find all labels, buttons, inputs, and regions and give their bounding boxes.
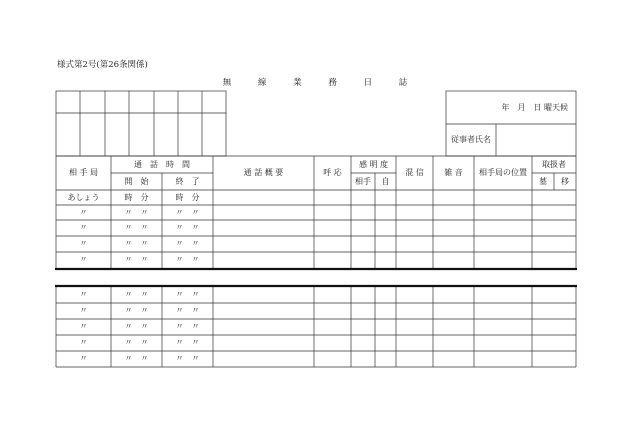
header-partner-station: 相 手 局 <box>68 168 99 177</box>
ditto-mark: 〃 <box>79 354 88 363</box>
ditto-mark: 〃 〃 <box>124 354 149 363</box>
header-end: 終 了 <box>175 176 200 186</box>
ditto-mark: 〃 〃 <box>175 354 200 363</box>
title-char: 無 <box>222 78 232 88</box>
ditto-mark: 〃 〃 <box>175 306 200 315</box>
row-callsign: あしょう <box>67 192 100 202</box>
header-handler-keep: 墓 <box>539 176 547 186</box>
row-start: 時 分 <box>124 192 149 202</box>
header-clarity: 感 明 度 <box>358 159 389 169</box>
ditto-mark: 〃 <box>79 306 88 315</box>
header-call-response: 呼 応 <box>323 168 342 177</box>
header-clarity-self: 自 <box>381 176 390 186</box>
row-end: 時 分 <box>175 192 200 202</box>
header-start: 開 始 <box>124 176 149 186</box>
title-char: 線 <box>257 78 267 88</box>
ditto-mark: 〃 〃 <box>175 223 200 232</box>
ditto-mark: 〃 〃 <box>175 338 200 347</box>
ditto-mark: 〃 〃 <box>124 306 149 315</box>
ditto-mark: 〃 〃 <box>175 207 200 217</box>
ditto-mark: 〃 〃 <box>124 239 149 248</box>
ditto-mark: 〃 〃 <box>124 255 149 264</box>
operator-name-label: 従事者氏名 <box>451 135 491 144</box>
ditto-mark: 〃 〃 <box>124 322 149 331</box>
ditto-mark: 〃 〃 <box>175 290 200 299</box>
ditto-mark: 〃 〃 <box>124 223 149 232</box>
header-clarity-partner: 相手 <box>355 176 371 186</box>
title-char: 務 <box>328 78 337 88</box>
form-number: 様式第2号(第26条関係) <box>57 60 148 70</box>
ditto-mark: 〃 <box>79 338 88 347</box>
header-ignition: 混 信 <box>405 168 424 177</box>
title-char: 日 <box>363 78 373 88</box>
ditto-mark: 〃 〃 <box>124 207 149 217</box>
header-handler: 取扱者 <box>542 159 566 169</box>
ditto-mark: 〃 〃 <box>175 322 200 331</box>
title-char: 誌 <box>398 78 408 88</box>
date-weather-label: 年 月 日 曜天候 <box>501 102 568 112</box>
ditto-mark: 〃 〃 <box>124 290 149 299</box>
ditto-mark: 〃 〃 <box>124 338 149 347</box>
ditto-mark: 〃 <box>79 290 88 299</box>
ditto-mark: 〃 <box>79 239 88 248</box>
header-handler-move: 移 <box>561 176 569 186</box>
header-noise: 雑 音 <box>444 168 463 177</box>
header-call-time: 通 話 時 間 <box>134 159 190 169</box>
ditto-mark: 〃 〃 <box>175 255 200 264</box>
ditto-mark: 〃 <box>79 223 88 232</box>
ditto-mark: 〃 <box>79 322 88 331</box>
header-call-summary: 通 話 概 要 <box>243 168 284 177</box>
header-partner-position: 相手局の位置 <box>479 168 527 177</box>
ditto-mark: 〃 〃 <box>175 239 200 248</box>
ditto-mark: 〃 <box>79 255 88 264</box>
ditto-mark: 〃 <box>79 207 88 217</box>
title-char: 業 <box>293 78 302 88</box>
